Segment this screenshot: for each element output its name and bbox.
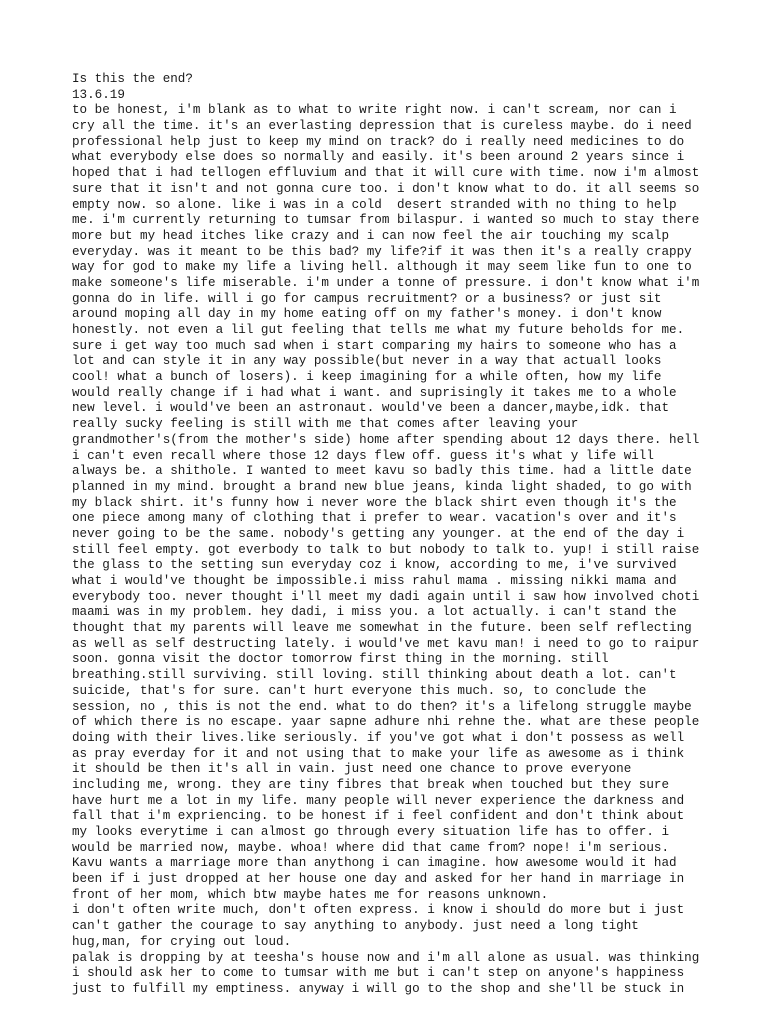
body-text-line: new level. i would've been an astronaut. would've been a dancer,maybe,idk. that xyxy=(72,401,670,416)
body-text-line: doing with their lives.like seriously. if you've got what i don't possess as well xyxy=(72,730,685,745)
body-text-line: as pray everday for it and not using that to make your life as awesome as i think xyxy=(72,746,685,761)
body-text-line: breathing.still surviving. still loving. still thinking about death a lot. can't xyxy=(72,668,677,683)
body-text-line: can't gather the courage to say anything to anybody. just need a long tight xyxy=(72,919,639,934)
body-text-line: planned in my mind. brought a brand new blue jeans, kinda light shaded, to go with xyxy=(72,479,692,494)
body-text-line: always be. a shithole. I wanted to meet kavu so badly this time. had a little date xyxy=(72,464,692,479)
body-text-line: sure that it isn't and not gonna cure too. i don't know what to do. it all seems so xyxy=(72,181,700,196)
body-text-line: honestly. not even a lil gut feeling that tells me what my future beholds for me. xyxy=(72,323,685,337)
body-text-line: what everybody else does so normally and easily. it's been around 2 years since i xyxy=(72,150,685,165)
body-text-line: lot and can style it in any way possible(but never in a way that actuall looks xyxy=(72,354,662,369)
body-text-line: of which there is no escape. yaar sapne adhure nhi rehne the. what are these people xyxy=(72,715,700,730)
body-text-line: really sucky feeling is still with me that comes after leaving your xyxy=(72,417,579,432)
body-text-line: i should ask her to come to tumsar with me but i can't step on anyone's happiness xyxy=(72,966,685,981)
body-text-line: cool! what a bunch of losers). i keep imagining for a while often, how my life xyxy=(72,370,662,385)
body-text-line: have hurt me a lot in my life. many people will never experience the darkness and xyxy=(72,793,685,808)
body-text-line: hug,man, for crying out loud. xyxy=(72,934,292,949)
body-text-line: i don't often write much, don't often express. i know i should do more but i just xyxy=(72,903,685,918)
document-body xyxy=(72,103,732,997)
body-text-line: make someone's life miserable. i'm under a tonne of pressure. i don't know what i'm xyxy=(72,275,700,290)
body-text-line: to be honest, i'm blank as to what to write right now. i can't scream, nor can i xyxy=(72,103,677,118)
body-text-line: maami was in my problem. hey dadi, i miss you. a lot actually. i can't stand the xyxy=(72,605,677,620)
body-text-line: grandmother's(from the mother's side) home after spending about 12 days there. hell xyxy=(72,432,700,447)
body-text-line: never going to be the same. nobody's getting any younger. at the end of the day i xyxy=(72,526,685,541)
body-text-line: palak is dropping by at teesha's house now and i'm all alone as usual. was thinking xyxy=(72,950,700,965)
body-text-line: my looks everytime i can almost go through every situation life has to offer. i xyxy=(72,825,670,839)
body-text-line: gonna do in life. will i go for campus recruitment? or a business? or just sit xyxy=(72,291,662,306)
document-date: 13.6.19 xyxy=(72,87,125,102)
body-text-line: my black shirt. it's funny how i never wore the black shirt even though it's the xyxy=(72,495,677,510)
body-text-line: professional help just to keep my mind on track? do i really need medicines to do xyxy=(72,134,685,149)
body-text-line: including me, wrong. they are tiny fibres that break when touched but they sure xyxy=(72,777,670,792)
document-page xyxy=(72,72,732,998)
body-text-line: as well as self destructing lately. i would've met kavu man! i need to go to raipur xyxy=(72,636,700,651)
body-text-line: soon. gonna visit the doctor tomorrow first thing in the morning. still xyxy=(72,652,609,667)
body-text-line: would be married now, maybe. whoa! where did that came from? nope! i'm serious. xyxy=(72,840,670,855)
body-text-line: just to fulfill my emptiness. anyway i will go to the shop and she'll be stuck in xyxy=(72,981,685,996)
body-text-line: way for god to make my life a living hell. although it may seem like fun to one to xyxy=(72,260,692,275)
body-text-line: the glass to the setting sun everyday coz i know, according to me, i've survived xyxy=(72,558,677,573)
body-text-line: hoped that i had tellogen effluvium and that it will cure with time. now i'm almost xyxy=(72,166,700,181)
body-text-line: suicide, that's for sure. can't hurt everyone this much. so, to conclude the xyxy=(72,683,647,698)
body-text-line: what i would've thought be impossible.i miss rahul mama . missing nikki mama and xyxy=(72,574,677,588)
body-text-line: thought that my parents will leave me somewhat in the future. been self reflecting xyxy=(72,621,692,636)
body-text-line: sure i get way too much sad when i start comparing my hairs to someone who has a xyxy=(72,338,677,353)
body-text-line: around moping all day in my home eating off on my father's money. i don't know xyxy=(72,307,662,322)
body-text-line: everybody too. never thought i'll meet my dadi again until i saw how involved choti xyxy=(72,589,700,604)
body-text-line: front of her mom, which btw maybe hates me for reasons unknown. xyxy=(72,887,549,902)
body-text-line: me. i'm currently returning to tumsar from bilaspur. i wanted so much to stay there xyxy=(72,213,700,228)
body-text-line: empty now. so alone. like i was in a cold desert stranded with no thing to help xyxy=(72,197,677,212)
body-text-line: everyday. was it meant to be this bad? my life?if it was then it's a really crappy xyxy=(72,244,692,259)
body-text-line: Kavu wants a marriage more than anythong i can imagine. how awesome would it had xyxy=(72,856,677,871)
body-text-line: i can't even recall where those 12 days flew off. guess it's what y life will xyxy=(72,448,654,463)
body-text-line: would really change if i had what i want. and suprisingly it takes me to a whole xyxy=(72,385,677,400)
body-text-line: been if i just dropped at her house one day and asked for her hand in marriage in xyxy=(72,872,685,887)
body-text-line: session, no , this is not the end. what to do then? it's a lifelong struggle maybe xyxy=(72,699,692,714)
body-text-line: still feel empty. got everbody to talk to but nobody to talk to. yup! i still raise xyxy=(72,542,700,557)
body-text-line: cry all the time. it's an everlasting depression that is cureless maybe. do i need xyxy=(72,119,692,134)
body-text-line: it should be then it's all in vain. just need one chance to prove everyone xyxy=(72,762,632,777)
body-text-line: more but my head itches like crazy and i can now feel the air touching my scalp xyxy=(72,228,670,243)
document-title: Is this the end? xyxy=(72,72,193,86)
body-text-line: one piece among many of clothing that i prefer to wear. vacation's over and it's xyxy=(72,511,677,526)
body-text-line: fall that i'm expriencing. to be honest if i feel confident and don't think about xyxy=(72,809,685,824)
